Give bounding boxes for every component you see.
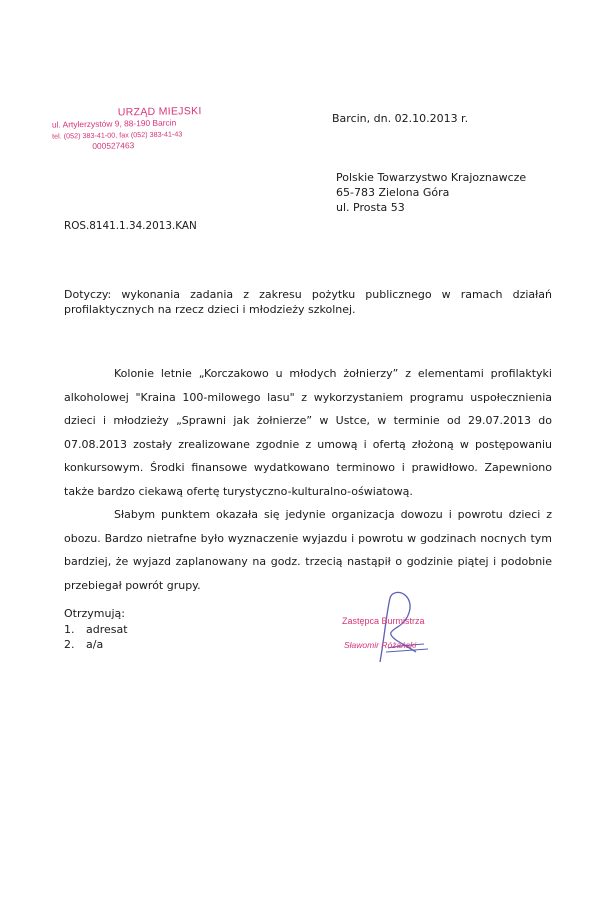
handwritten-signature-icon bbox=[366, 588, 446, 668]
subject-line: Dotyczy: wykonania zadania z zakresu pożytku publicznego w ramach działań profilaktycznych na rzecz dzieci i młodzieży szkolnej. bbox=[64, 288, 552, 316]
distribution-list bbox=[64, 606, 128, 653]
recipient-street: ul. Prosta 53 bbox=[336, 201, 405, 214]
distribution-item bbox=[64, 622, 128, 638]
reference-number: ROS.8141.1.34.2013.KAN bbox=[64, 220, 197, 232]
signature-name: Sławomir Różański bbox=[344, 640, 417, 650]
place-date: Barcin, dn. 02.10.2013 r. bbox=[332, 112, 469, 125]
office-stamp bbox=[52, 104, 243, 152]
body-paragraph-1: Kolonie letnie „Korczakowo u młodych żołnierzy” z elementami profilaktyki alkoholowej "Kraina 100-milowego lasu" z wykorzystaniem programu uspołecznienia dzieci i młodzieży „Sprawni jak żołnierze” w Ustce, w terminie od 29.07.2013 do 07.08.2013 zostały zrealizowane zgodnie z umową i ofertą złożoną w postępowaniu konkursowym. Środki finansowe wydatkowano terminowo i prawidłowo. Zapewniono także bardzo ciekawą ofertę turystyczno-kulturalno-oświatową. bbox=[64, 367, 552, 498]
distribution-item-label: adresat bbox=[86, 622, 128, 636]
stamp-regon: 000527463 bbox=[92, 140, 135, 151]
distribution-item-number: 2. bbox=[64, 638, 75, 651]
distribution-item-label: a/a bbox=[86, 638, 104, 651]
recipient-name: Polskie Towarzystwo Krajoznawcze bbox=[336, 171, 527, 184]
stamp-address: ul. Artylerzystów 9, 88-190 Barcin bbox=[51, 117, 177, 130]
distribution-heading: Otrzymują: bbox=[64, 607, 125, 620]
stamp-title: URZĄD MIEJSKI bbox=[117, 105, 202, 119]
signature-title: Zastępca Burmistrza bbox=[342, 616, 425, 626]
recipient-address bbox=[336, 170, 526, 215]
body-paragraph-2: Słabym punktem okazała się jedynie organizacja dowozu i powrotu dzieci z obozu. Bardzo nietrafne było wyznaczenie wyjazdu i powrotu w godzinach nocnych tym bardziej, że wyjazd zaplanowany na godz. trzecią nastąpił o godzinie piątej i podobnie przebiegał powrót grupy. bbox=[64, 508, 552, 592]
signature-block bbox=[338, 588, 468, 668]
distribution-item bbox=[64, 637, 128, 653]
letter-body bbox=[64, 362, 552, 597]
stamp-phone: tel. (052) 383-41-00, fax (052) 383-41-43 bbox=[52, 129, 183, 141]
distribution-item-number: 1. bbox=[64, 622, 75, 636]
recipient-city: 65-783 Zielona Góra bbox=[336, 186, 450, 199]
